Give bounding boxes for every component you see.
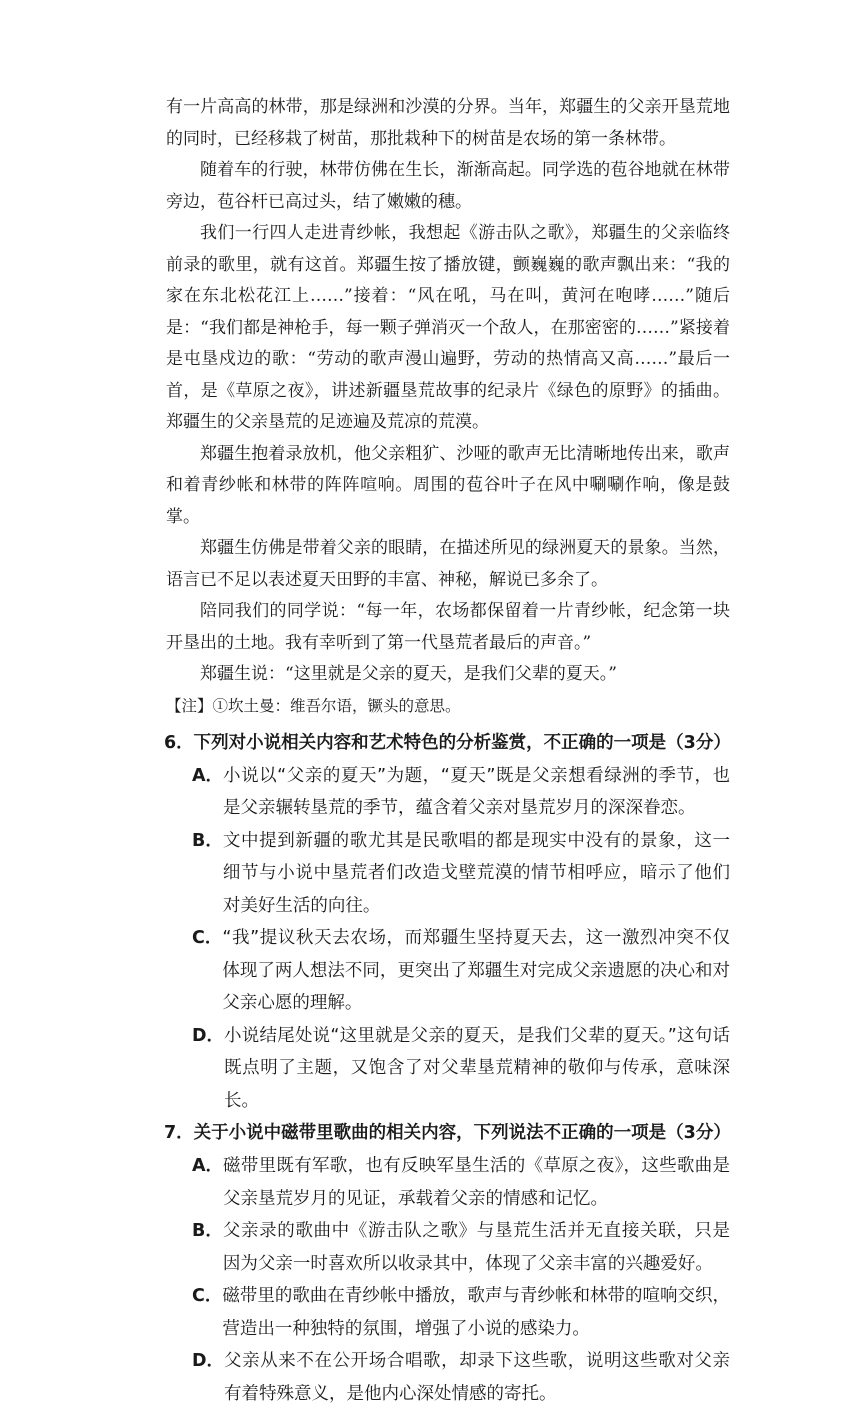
option-label: A． [192, 760, 223, 825]
question-7-option-b[interactable] [192, 1215, 730, 1280]
option-label: D． [192, 1020, 224, 1118]
paragraph: 郑疆生仿佛是带着父亲的眼睛，在描述所见的绿洲夏天的景象。当然，语言已不足以表述夏天田野的丰富、神秘，解说已多余了。 [166, 533, 730, 596]
paragraph: 郑疆生抱着录放机，他父亲粗犷、沙哑的歌声无比清晰地传出来，歌声和着青纱帐和林带的阵阵喧响。周围的苞谷叶子在风中唰唰作响，像是鼓掌。 [166, 439, 730, 534]
paragraph: 陪同我们的同学说：“每一年，农场都保留着一片青纱帐，纪念第一块开垦出的土地。我有幸听到了第一代垦荒者最后的声音。” [166, 596, 730, 659]
question-6-option-d[interactable] [192, 1020, 730, 1118]
question-6-option-c[interactable] [192, 922, 730, 1020]
option-label: B． [192, 825, 223, 923]
footnote: 【注】①坎土曼：维吾尔语，镢头的意思。 [166, 691, 730, 721]
option-text: 小说结尾处说“这里就是父亲的夏天，是我们父辈的夏天。”这句话既点明了主题，又饱含了对父辈垦荒精神的敬仰与传承，意味深长。 [224, 1020, 730, 1118]
option-text: 父亲录的歌曲中《游击队之歌》与垦荒生活并无直接关联，只是因为父亲一时喜欢所以收录其中，体现了父亲丰富的兴趣爱好。 [223, 1215, 730, 1280]
question-6-option-b[interactable] [192, 825, 730, 923]
question-6-stem: 6．下列对小说相关内容和艺术特色的分析鉴赏，不正确的一项是（3分） [164, 727, 730, 760]
paragraph: 有一片高高的林带，那是绿洲和沙漠的分界。当年，郑疆生的父亲开垦荒地的同时，已经移栽了树苗，那批栽种下的树苗是农场的第一条林带。 [166, 92, 730, 155]
question-7-option-c[interactable] [192, 1280, 730, 1345]
question-6-option-a[interactable] [192, 760, 730, 825]
questions [166, 727, 730, 1410]
option-text: 小说以“父亲的夏天”为题，“夏天”既是父亲想看绿洲的季节，也是父亲辗转垦荒的季节，蕴含着父亲对垦荒岁月的深深眷恋。 [223, 760, 730, 825]
paragraph: 随着车的行驶，林带仿佛在生长，渐渐高起。同学选的苞谷地就在林带旁边，苞谷杆已高过头，结了嫩嫩的穗。 [166, 155, 730, 218]
story-excerpt [166, 92, 730, 721]
option-text: 磁带里既有军歌，也有反映军垦生活的《草原之夜》，这些歌曲是父亲垦荒岁月的见证，承载着父亲的情感和记忆。 [223, 1150, 730, 1215]
option-text: 父亲从来不在公开场合唱歌，却录下这些歌，说明这些歌对父亲有着特殊意义，是他内心深处情感的寄托。 [224, 1345, 730, 1410]
question-7-stem: 7．关于小说中磁带里歌曲的相关内容，下列说法不正确的一项是（3分） [164, 1117, 730, 1150]
option-label: C． [192, 1280, 222, 1345]
option-label: C． [192, 922, 222, 1020]
option-label: B． [192, 1215, 223, 1280]
option-label: D． [192, 1345, 224, 1410]
option-text: “我”提议秋天去农场，而郑疆生坚持夏天去，这一激烈冲突不仅体现了两人想法不同，更突出了郑疆生对完成父亲遗愿的决心和对父亲心愿的理解。 [222, 922, 730, 1020]
option-text: 文中提到新疆的歌尤其是民歌唱的都是现实中没有的景象，这一细节与小说中垦荒者们改造戈壁荒漠的情节相呼应，暗示了他们对美好生活的向往。 [223, 825, 730, 923]
question-7-option-d[interactable] [192, 1345, 730, 1410]
paragraph: 郑疆生说：“这里就是父亲的夏天，是我们父辈的夏天。” [166, 659, 730, 691]
question-7-option-a[interactable] [192, 1150, 730, 1215]
option-text: 磁带里的歌曲在青纱帐中播放，歌声与青纱帐和林带的喧响交织，营造出一种独特的氛围，增强了小说的感染力。 [222, 1280, 730, 1345]
paragraph: 我们一行四人走进青纱帐，我想起《游击队之歌》，郑疆生的父亲临终前录的歌里，就有这首。郑疆生按了播放键，颤巍巍的歌声飘出来：“我的家在东北松花江上……”接着：“风在吼，马在叫，黄河在咆哮……”随后是：“我们都是神枪手，每一颗子弹消灭一个敌人，在那密密的……”紧接着是屯垦戍边的歌：“劳动的歌声漫山遍野，劳动的热情高又高……”最后一首，是《草原之夜》，讲述新疆垦荒故事的纪录片《绿色的原野》的插曲。郑疆生的父亲垦荒的足迹遍及荒凉的荒漠。 [166, 218, 730, 439]
option-label: A． [192, 1150, 223, 1215]
